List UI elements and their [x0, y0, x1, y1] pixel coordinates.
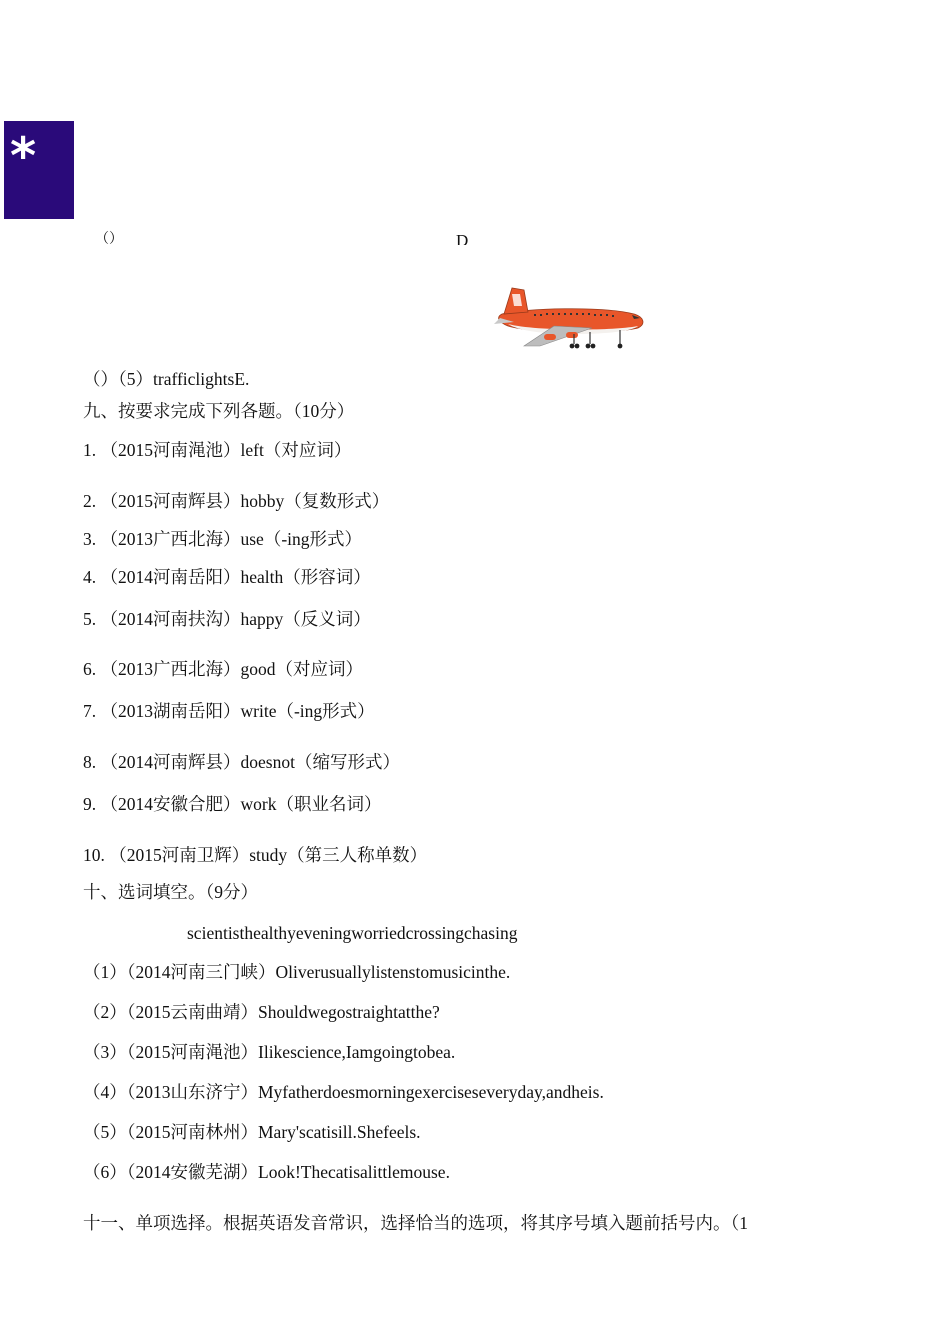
section-9-item: 2. （2015河南辉县）hobby（复数形式）: [83, 491, 390, 511]
section-10-heading: 十、选词填空。（9分）: [83, 882, 258, 902]
section-9-item: 8. （2014河南辉县）doesnot（缩写形式）: [83, 752, 400, 772]
word-bank: scientisthealthyeveningworriedcrossingchasing: [187, 923, 518, 943]
section-9-item: 9. （2014安徽合肥）work（职业名词）: [83, 794, 382, 814]
section-9-item: 3. （2013广西北海）use（-ing形式）: [83, 529, 363, 549]
asterisk-icon: *: [10, 127, 37, 185]
match-row-5: （）（5）trafficlightsE.: [83, 369, 250, 389]
section-10-item: （6）（2014安徽芜湖）Look!Thecatisalittlemouse.: [83, 1162, 450, 1182]
section-10-item: （3）（2015河南渑池）Ilikescience,Iamgoingtobea.: [83, 1042, 456, 1062]
section-9-heading: 九、按要求完成下列各题。（10分）: [83, 401, 355, 421]
corner-badge: [4, 121, 74, 219]
section-10-item: （5）（2015河南林州）Mary'scatisill.Shefeels.: [83, 1122, 421, 1142]
section-9-item: 5. （2014河南扶沟）happy（反义词）: [83, 609, 371, 629]
section-10-item: （4）（2013山东济宁）Myfatherdoesmorningexerciseseveryday,andheis.: [83, 1082, 604, 1102]
section-10-item: （1）（2014河南三门峡）Oliverusuallylistenstomusicinthe.: [83, 962, 511, 982]
top-bracket: （）: [95, 232, 123, 247]
section-10-item: （2）（2015云南曲靖）Shouldwegostraightatthe?: [83, 1002, 440, 1022]
airplane-image: [494, 284, 650, 354]
section-9-item: 10. （2015河南卫辉）study（第三人称单数）: [83, 845, 428, 865]
section-11-heading: 十一、单项选择。根据英语发音常识，选择恰当的选项，将其序号填入题前括号内。（1: [83, 1213, 748, 1233]
section-9-item: 1. （2015河南渑池）left（对应词）: [83, 440, 352, 460]
section-9-item: 6. （2013广西北海）good（对应词）: [83, 659, 363, 679]
section-9-item: 4. （2014河南岳阳）health（形容词）: [83, 567, 371, 587]
section-9-item: 7. （2013湖南岳阳）write（-ing形式）: [83, 701, 375, 721]
partial-option-letter: D: [456, 231, 469, 245]
